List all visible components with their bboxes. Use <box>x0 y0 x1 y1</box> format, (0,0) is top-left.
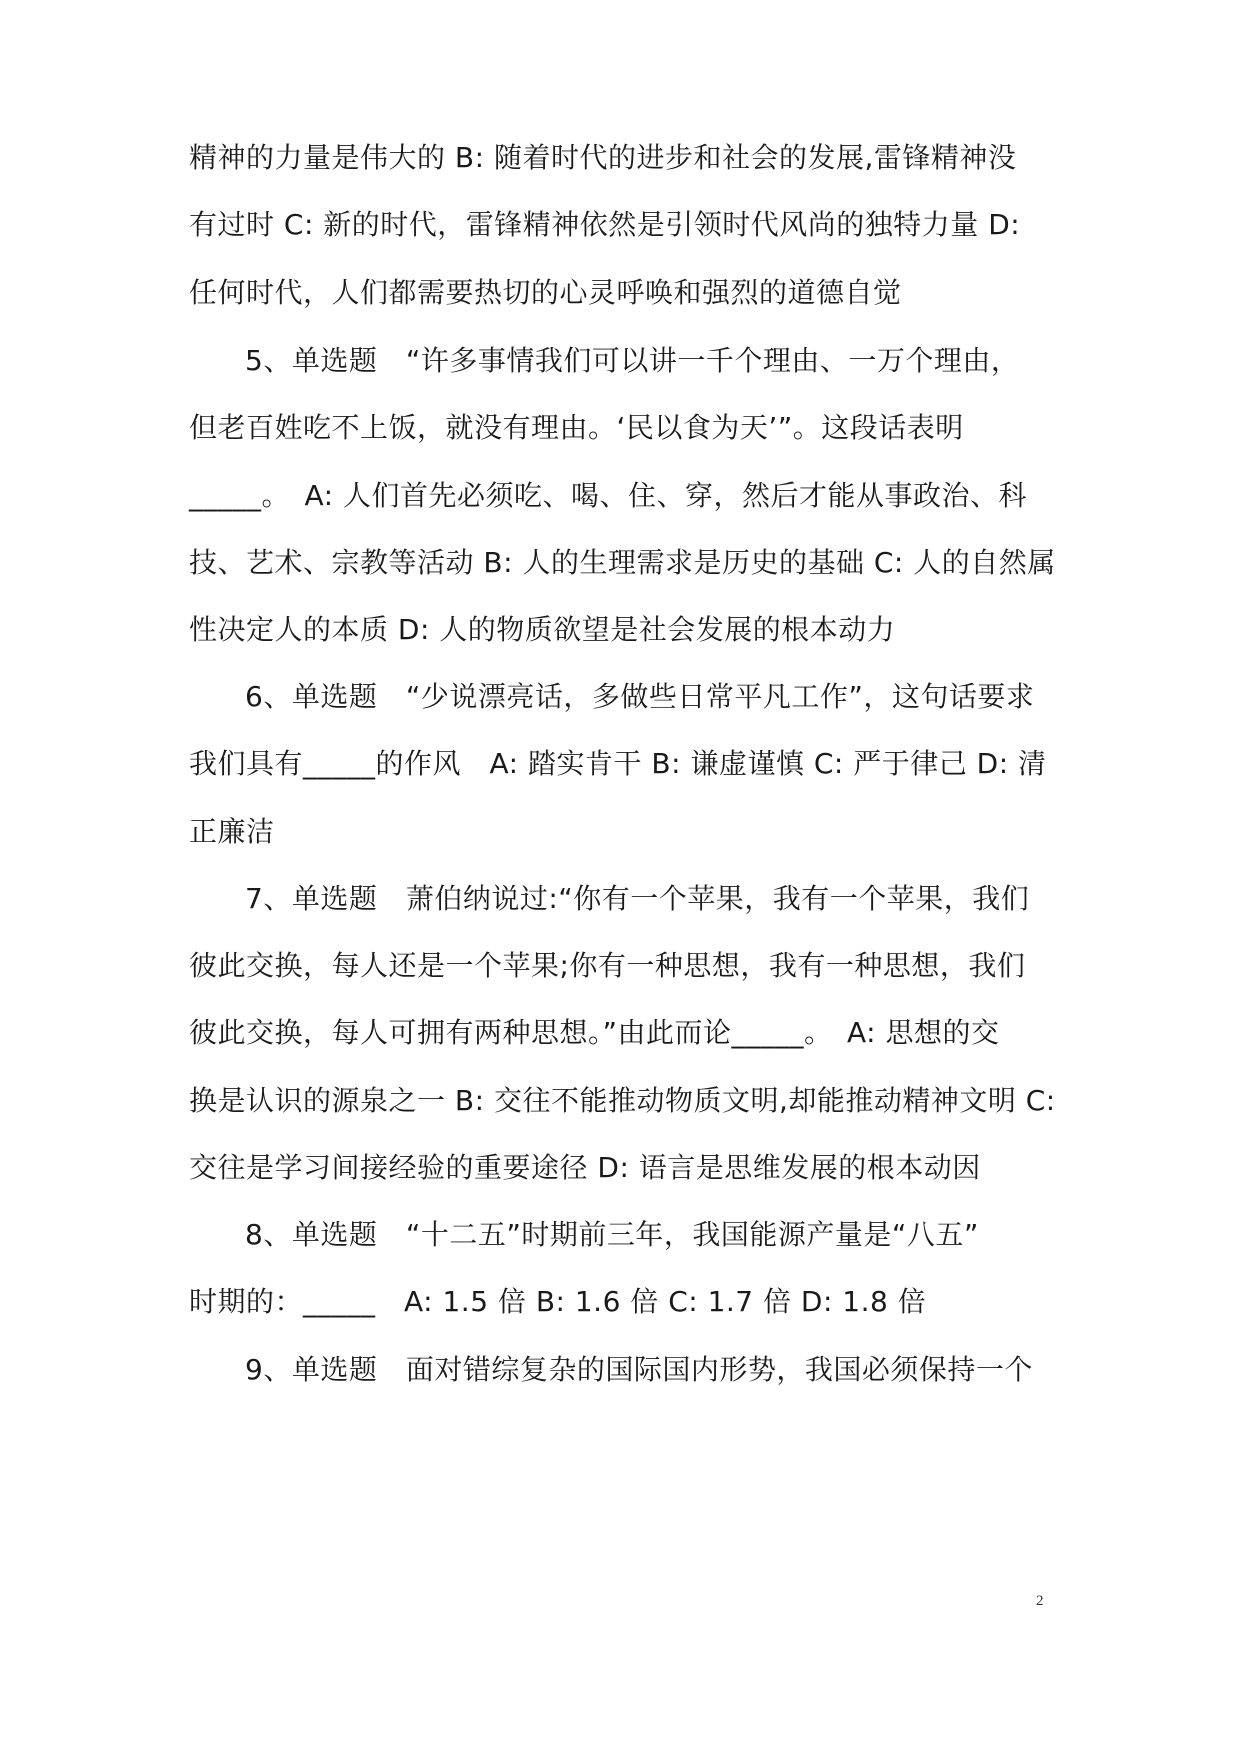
question-7-heading: 7、单选题 萧伯纳说过:“你有一个苹果，我有一个苹果，我们 <box>245 882 1030 915</box>
text-line: 彼此交换，每人还是一个苹果;你有一种思想，我有一种思想，我们 <box>189 949 1026 982</box>
question-9-heading: 9、单选题 面对错综复杂的国际国内形势，我国必须保持一个 <box>245 1353 1033 1386</box>
text-line: 我们具有_____的作风 A: 踏实肯干 B: 谦虚谨慎 C: 严于律己 D: 清 <box>189 747 1047 780</box>
text-line: 交往是学习间接经验的重要途径 D: 语言是思维发展的根本动因 <box>189 1151 981 1184</box>
text-line: 技、艺术、宗教等活动 B: 人的生理需求是历史的基础 C: 人的自然属 <box>189 546 1056 579</box>
question-8-heading: 8、单选题 “十二五”时期前三年，我国能源产量是“八五” <box>245 1218 979 1251</box>
text-line: 时期的：_____ A: 1.5 倍 B: 1.6 倍 C: 1.7 倍 D: 1.8 倍 <box>189 1285 927 1318</box>
question-6-heading: 6、单选题 “少说漂亮话，多做些日常平凡工作”，这句话要求 <box>245 680 1035 713</box>
text-line: 精神的力量是伟大的 B: 随着时代的进步和社会的发展,雷锋精神没 <box>189 141 1017 174</box>
text-line: 性决定人的本质 D: 人的物质欲望是社会发展的根本动力 <box>189 613 896 646</box>
text-line: 任何时代，人们都需要热切的心灵呼唤和强烈的道德自觉 <box>189 276 902 309</box>
text-line: 正廉洁 <box>189 815 275 848</box>
text-line: 但老百姓吃不上饭，就没有理由。‘民以食为天’”。这段话表明 <box>189 411 964 444</box>
text-line: _____。 A: 人们首先必须吃、喝、住、穿，然后才能从事政治、科 <box>189 479 1027 512</box>
text-line: 彼此交换，每人可拥有两种思想。”由此而论_____。 A: 思想的交 <box>189 1016 1000 1049</box>
page-number: 2 <box>1036 1593 1044 1609</box>
question-5-heading: 5、单选题 “许多事情我们可以讲一千个理由、一万个理由， <box>245 344 1020 377</box>
text-line: 换是认识的源泉之一 B: 交往不能推动物质文明,却能推动精神文明 C: <box>189 1084 1056 1117</box>
text-line: 有过时 C: 新的时代，雷锋精神依然是引领时代风尚的独特力量 D: <box>189 208 1021 241</box>
